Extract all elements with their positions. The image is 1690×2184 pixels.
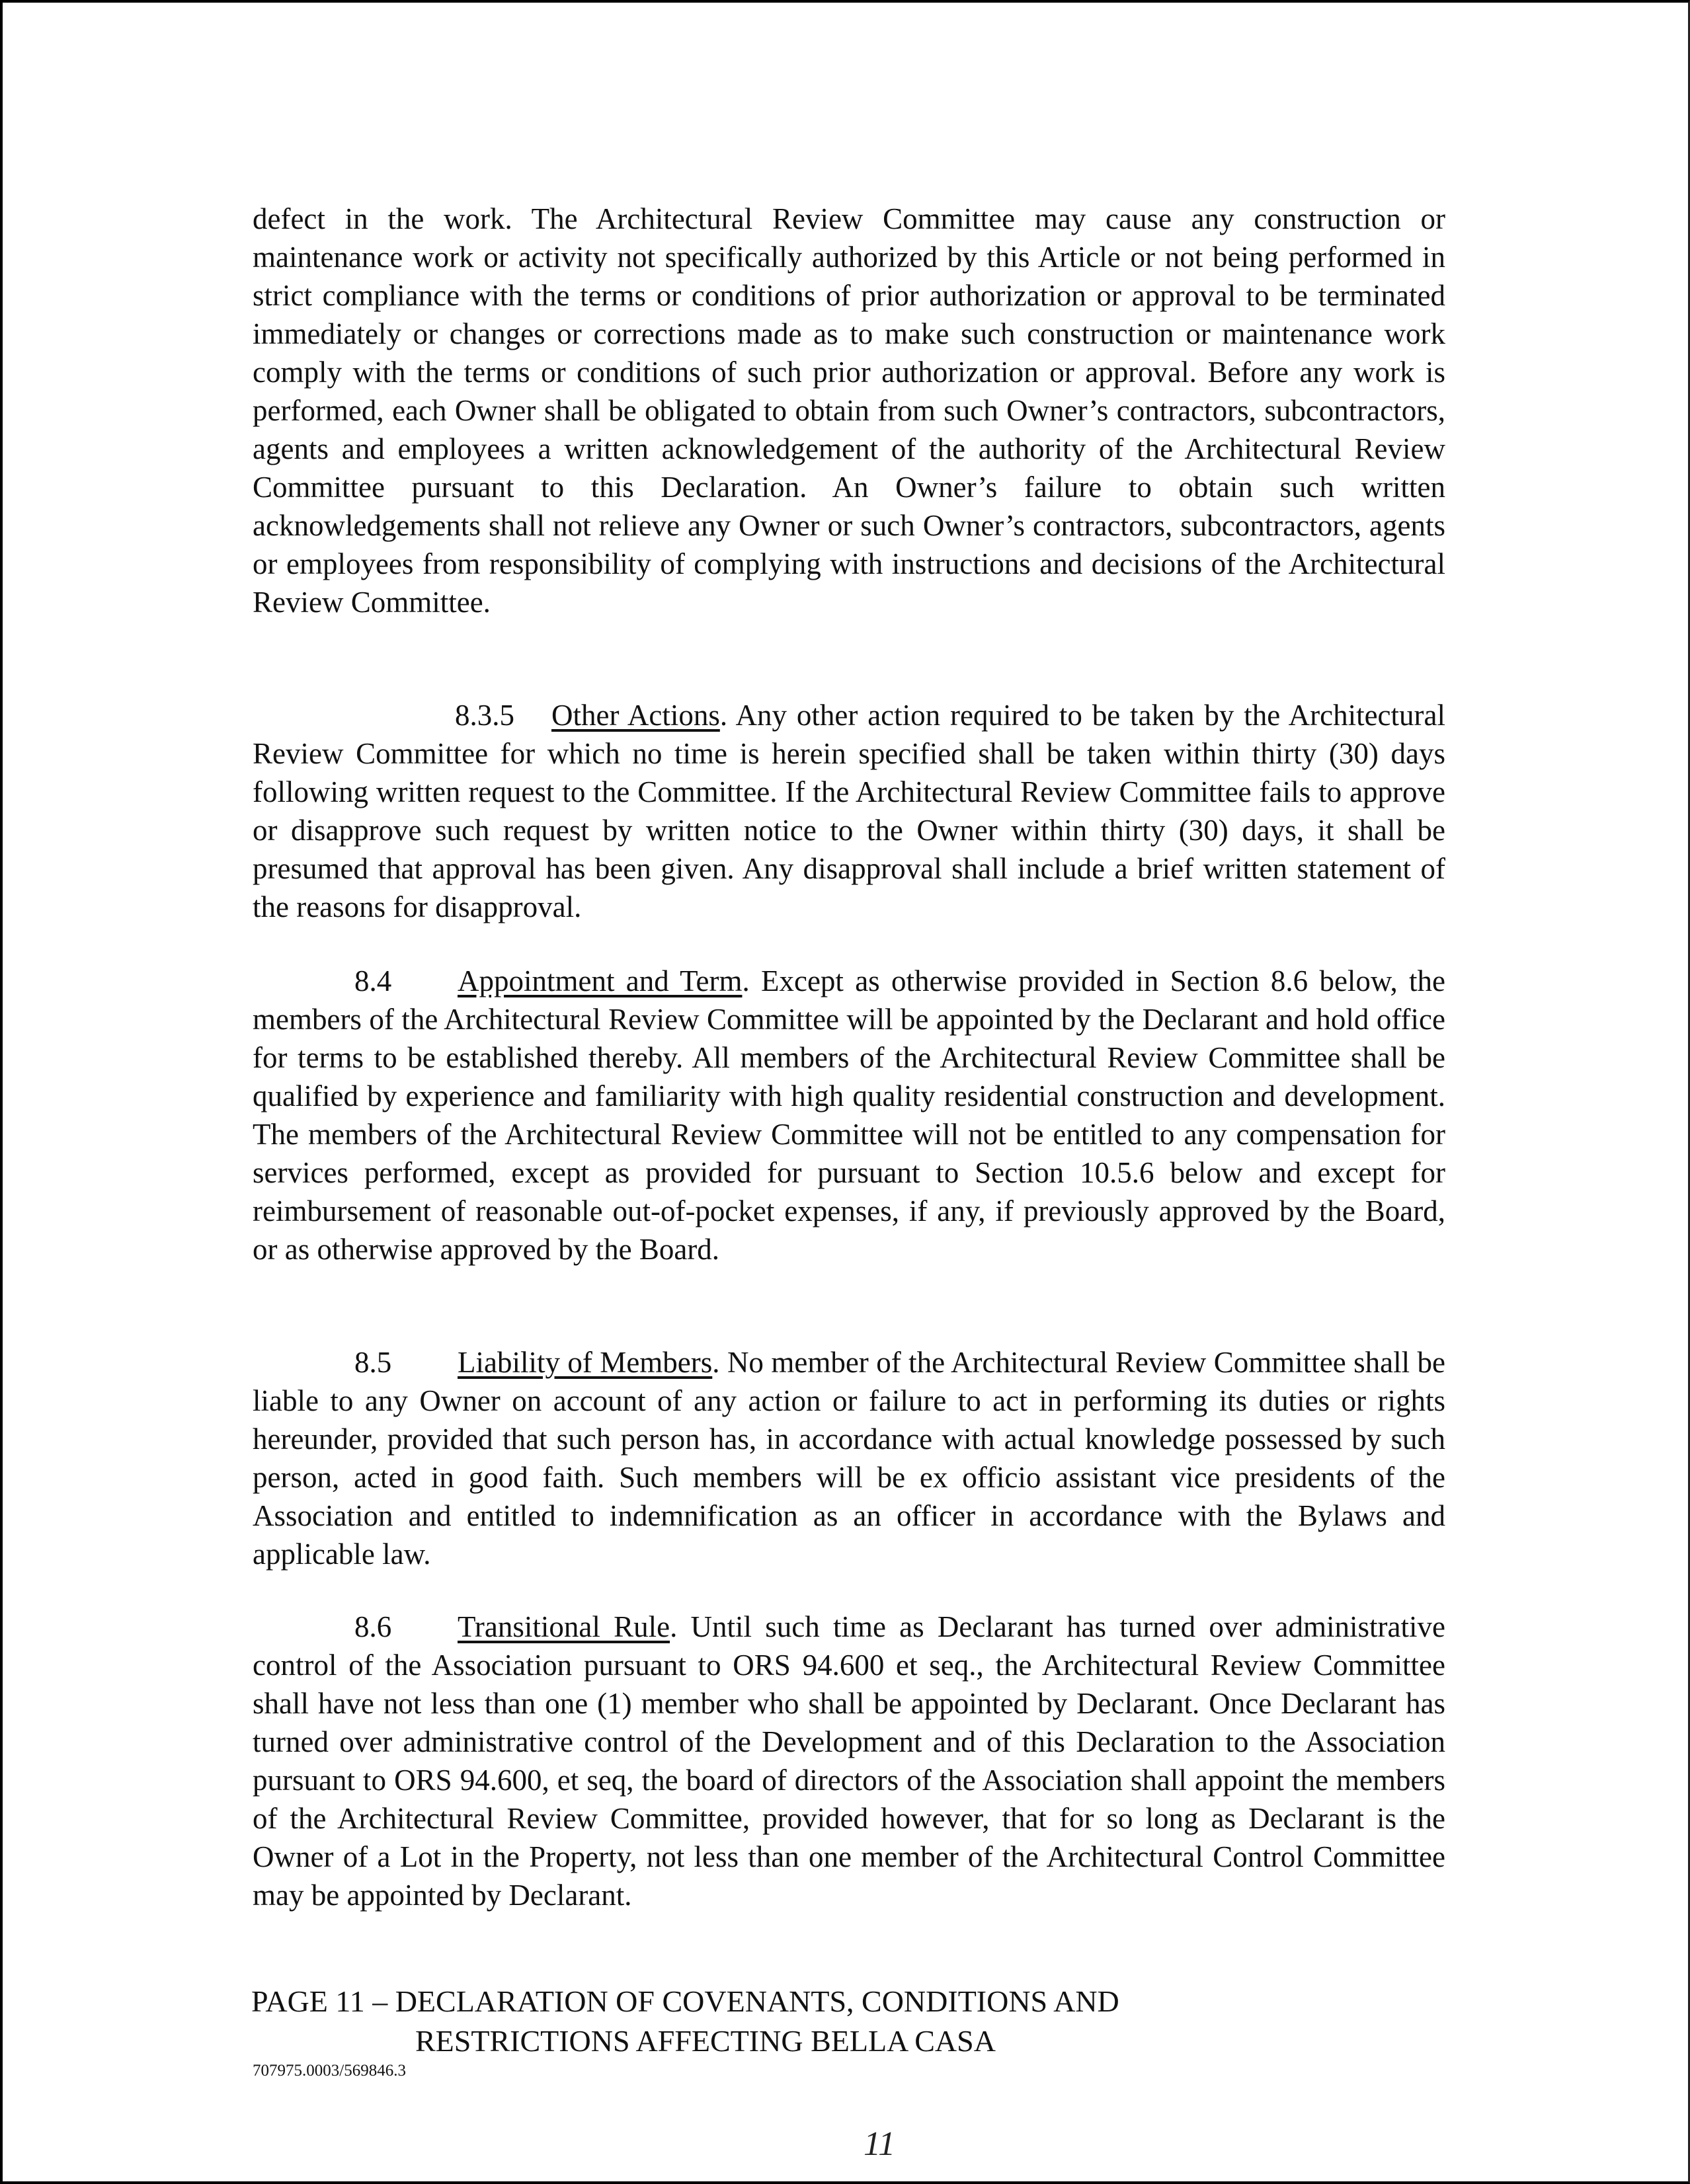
paragraph-continuation: defect in the work. The Architectural Review Committee may cause any construction or maintenance work or activity not specifically authorized by this Article or not being performed in strict compliance with the terms or conditions of prior authorization or approval to be terminated immediately or changes or corrections made as to make such construction or maintenance work comply with the terms or conditions of such prior authorization or approval. Before any work is performed, each Owner shall be obligated to obtain from such Owner’s contractors, subcontractors, agents and employees a written acknowledgement of the authority of the Architectural Review Committee pursuant to this Declaration. An Owner’s failure to obtain such written acknowledgements shall not relieve any Owner or such Owner’s contractors, subcontractors, agents or employees from responsibility of complying with instructions and decisions of the Architectural Review Committee. xyxy=(253,202,1445,619)
handwritten-page-mark: 11 xyxy=(864,2125,896,2163)
section-number: 8.5 xyxy=(354,1346,392,1379)
section-8-3-5 xyxy=(253,696,1445,926)
section-body: . Any other action required to be taken by the Architectural Review Committee for which no time is herein specified shall be taken within thirty (30) days following written request to the Committee. If the Architectural Review Committee fails to approve or disapprove such request by written notice to the Owner within thirty (30) days, it shall be presumed that approval has been given. Any disapproval shall include a brief written statement of the reasons for disapproval. xyxy=(253,699,1445,923)
section-number: 8.4 xyxy=(354,964,392,997)
section-number: 8.3.5 xyxy=(455,699,514,732)
page-footer xyxy=(251,1982,1119,2061)
section-body: . No member of the Architectural Review Committee shall be liable to any Owner on account of any action or failure to act in performing its duties or rights hereunder, provided that such person has, in accordance with actual knowledge possessed by such person, acted in good faith. Such members will be ex officio assistant vice presidents of the Association and entitled to indemnification as an officer in accordance with the Bylaws and applicable law. xyxy=(253,1346,1445,1571)
section-8-6 xyxy=(253,1608,1445,1914)
document-id: 707975.0003/569846.3 xyxy=(253,2062,406,2080)
section-heading: Appointment and Term xyxy=(458,964,743,997)
section-heading: Liability of Members xyxy=(458,1346,713,1379)
section-8-4 xyxy=(253,962,1445,1268)
footer-line-2: RESTRICTIONS AFFECTING BELLA CASA xyxy=(415,2024,996,2058)
section-heading: Transitional Rule xyxy=(458,1610,670,1643)
section-heading: Other Actions xyxy=(551,699,720,732)
footer-line-1: PAGE 11 – DECLARATION OF COVENANTS, CONDITIONS AND xyxy=(251,1984,1119,2018)
section-body: . Until such time as Declarant has turned over administrative control of the Association pursuant to ORS 94.600 et seq., the Architectural Review Committee shall have not less than one (1) member who shall be appointed by Declarant. Once Declarant has turned over administrative control of the Development and of this Declaration to the Association pursuant to ORS 94.600, et seq, the board of directors of the Association shall appoint the members of the Architectural Review Committee, provided however, that for so long as Declarant is the Owner of a Lot in the Property, not less than one member of the Architectural Control Committee may be appointed by Declarant. xyxy=(253,1610,1445,1912)
section-8-5 xyxy=(253,1343,1445,1573)
section-number: 8.6 xyxy=(354,1610,392,1643)
section-body: . Except as otherwise provided in Section 8.6 below, the members of the Architectural Review Committee will be appointed by the Declarant and hold office for terms to be established thereby. All members of the Architectural Review Committee shall be qualified by experience and familiarity with high quality residential construction and development. The members of the Architectural Review Committee will not be entitled to any compensation for services performed, except as provided for pursuant to Section 10.5.6 below and except for reimbursement of reasonable out-of-pocket expenses, if any, if previously approved by the Board, or as otherwise approved by the Board. xyxy=(253,964,1445,1266)
